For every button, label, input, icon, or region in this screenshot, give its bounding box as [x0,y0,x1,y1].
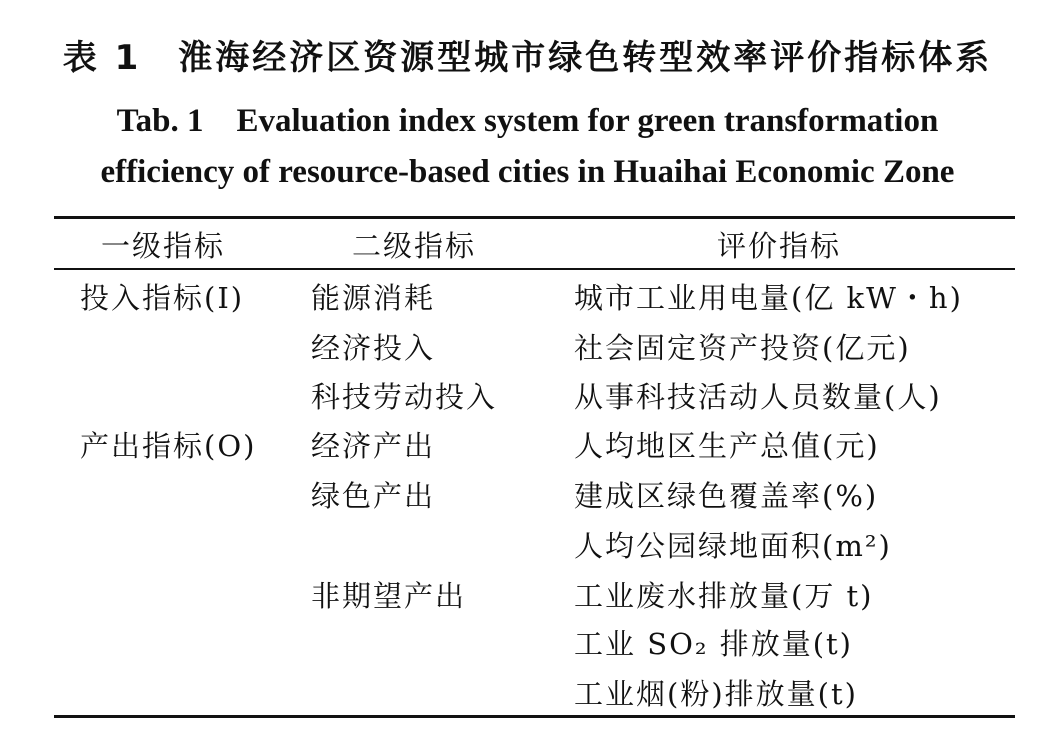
secondary-index-cell: 绿色产出 [311,479,436,513]
table-top-rule [54,216,1015,219]
primary-index-cell: 产出指标(O) [80,429,257,463]
secondary-index-cell: 非期望产出 [311,579,467,613]
table-caption-english-line1: Tab. 1 Evaluation index system for green transformation [116,103,939,139]
table-caption-chinese: 表 1 淮海经济区资源型城市绿色转型效率评价指标体系 [62,38,993,78]
header-secondary-index: 二级指标 [352,229,477,263]
secondary-index-cell: 经济产出 [311,429,436,463]
evaluation-index-cell: 建成区绿色覆盖率(%) [574,479,879,513]
evaluation-index-cell: 人均地区生产总值(元) [574,429,880,463]
secondary-index-cell: 能源消耗 [311,281,436,315]
header-evaluation-index: 评价指标 [717,229,842,263]
evaluation-index-cell: 工业烟(粉)排放量(t) [574,677,858,711]
evaluation-index-cell: 城市工业用电量(亿 kW・h) [574,281,963,315]
evaluation-index-cell: 社会固定资产投资(亿元) [574,331,911,365]
table-caption-english-line2: efficiency of resource-based cities in Huaihai Economic Zone [100,154,955,190]
primary-index-cell: 投入指标(I) [80,281,245,315]
evaluation-index-cell: 人均公园绿地面积(m²) [574,529,892,563]
evaluation-index-cell: 工业废水排放量(万 t) [574,579,874,613]
table-bottom-rule [54,715,1015,718]
evaluation-index-cell: 从事科技活动人员数量(人) [574,380,942,414]
evaluation-index-cell: 工业 SO₂ 排放量(t) [574,627,853,661]
table-header-rule [54,268,1015,270]
header-primary-index: 一级指标 [101,229,226,263]
secondary-index-cell: 经济投入 [311,331,436,365]
secondary-index-cell: 科技劳动投入 [311,380,498,414]
